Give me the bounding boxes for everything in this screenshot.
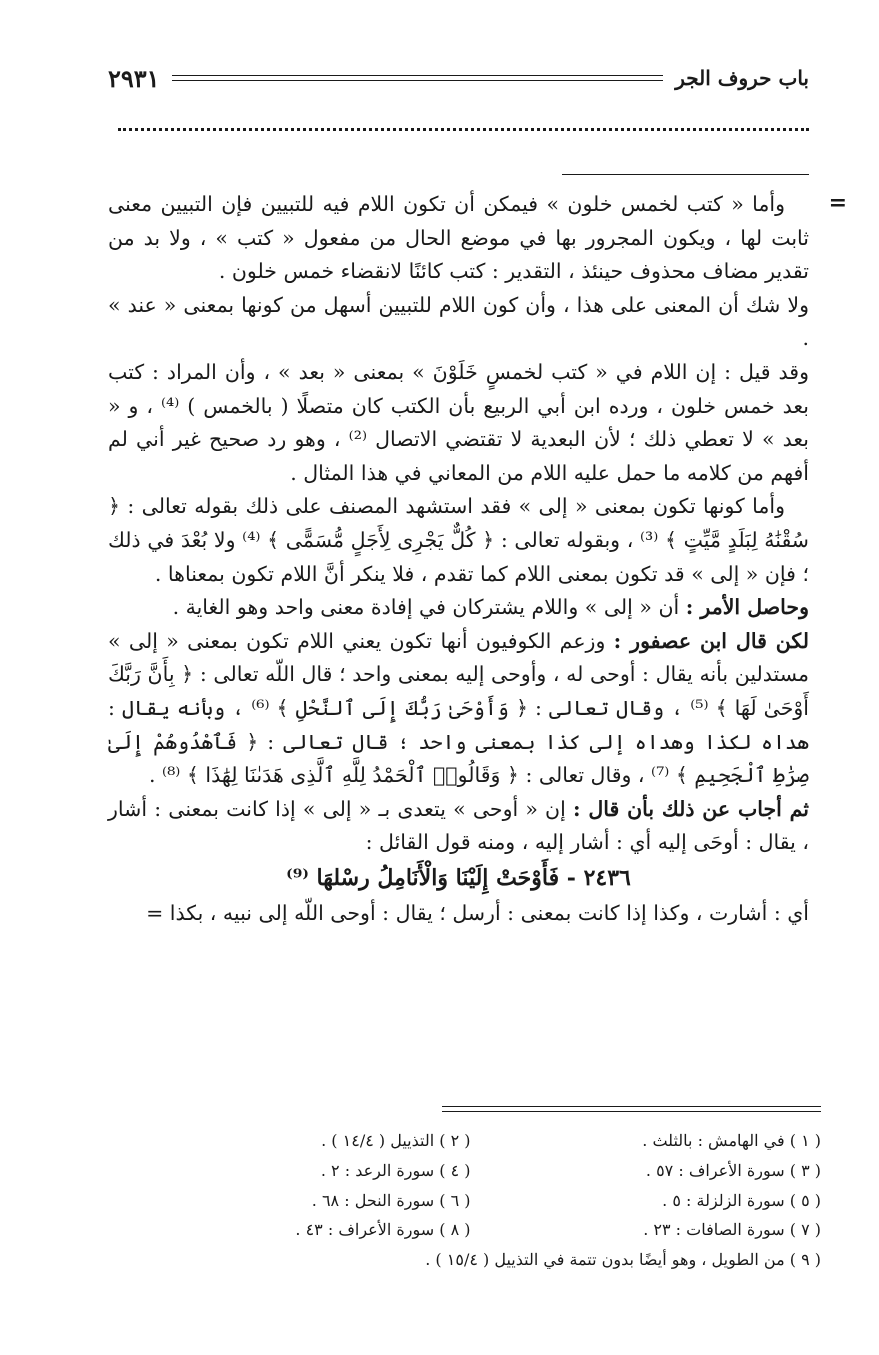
- footnote-4: ( ٤ ) سورة الرعد : ٢ .: [320, 1160, 471, 1180]
- continuation-mark: =: [828, 190, 847, 216]
- header-rule: [172, 75, 664, 81]
- paragraph-2: ولا شك أن المعنى على هذا ، وأن كون اللام للتبيين أسهل من كونها بمعنى « عند » .: [108, 292, 809, 351]
- footnote-3: ( ٣ ) سورة الأعراف : ٥٧ .: [645, 1160, 821, 1180]
- footnote-row: [120, 1126, 821, 1156]
- paragraph-6-lead: لكن قال ابن عصفور :: [613, 628, 809, 653]
- footnote-5: ( ٥ ) سورة الزلزلة : ٥ .: [662, 1190, 821, 1210]
- footnote-6: ( ٦ ) سورة النحل : ٦٨ .: [311, 1190, 471, 1210]
- paragraph-4: وأما كونها تكون بمعنى « إلى » فقد استشهد المصنف على ذلك بقوله تعالى : ﴿ سُقْنَٰهُ لِبَلَدٍ مَّيِّتٍ ﴾ ⁽³⁾ ، وبقوله تعالى : ﴿ كُلٌّ يَجْرِى لِأَجَلٍ مُّسَمًّى ﴾ ⁽⁴⁾ ولا بُعْدَ في ذلك ؛ فإن « إلى » قد تكون بمعنى اللام كما تقدم ، فلا ينكر أنَّ اللام تكون بمعناها .: [108, 494, 809, 586]
- paragraph-1: وأما « كتب لخمس خلون » فيمكن أن تكون اللام فيه للتبيين فإن التبيين معنى ثابت لها ، ويكون المجرور بها في موضع الحال من مفعول « كتب » ، ولا بد من تقدير مضاف محذوف حينئذ ، التقدير : كتب كائنًا لانقضاء خمس خلون .: [108, 192, 809, 284]
- paragraph-7-text: إن « أوحى » يتعدى بـ « إلى » إذا كانت بمعنى : أشار ، يقال : أوحَى إليه أي : أشار إليه ، ومنه قول القائل :: [108, 796, 809, 855]
- footnote-row: [120, 1156, 821, 1186]
- poetry-verse: ٢٤٣٦ - فَأَوْحَتْ إِلَيْنَا وَالْأَنَامِلُ رسْلهَا ⁽⁹⁾: [286, 864, 631, 891]
- paragraph-6: [108, 625, 809, 793]
- footnotes: [120, 1126, 821, 1275]
- paragraph-5-lead: وحاصل الأمر :: [685, 595, 809, 620]
- dotted-separator: [118, 128, 809, 131]
- footnote-9: ( ٩ ) من الطويل ، وهو أيضًا بدون تتمة في التذييل ( ١٥/٤ ) .: [425, 1250, 821, 1270]
- page-number: ٢٩٣١: [108, 63, 160, 93]
- footnote-rule: [442, 1106, 821, 1112]
- footnote-8: ( ٨ ) سورة الأعراف : ٤٣ .: [295, 1220, 471, 1240]
- running-header: [108, 62, 809, 94]
- footnote-row: [120, 1186, 821, 1216]
- paragraph-6-text: وزعم الكوفيون أنها تكون يعني اللام تكون بمعنى « إلى » مستدلين بأنه يقال : أوحى له ، وأوحى إليه بمعنى واحد ؛ قال اللّه تعالى : ﴿ بِأَنَّ رَبَّكَ أَوْحَىٰ لَهَا ﴾ ⁽⁵⁾ ، وقال تعالى : ﴿ وَأَوْحَىٰ رَبُّكَ إِلَى ٱلنَّحْلِ ﴾ ⁽⁶⁾ ، وبأنه يقال : هداه لكذا وهداه إلى كذا بمعنى واحد ؛ قال تعالى : ﴿ فَٱهْدُوهُمْ إِلَىٰ صِرَٰطِ ٱلْجَحِيمِ ﴾ ⁽⁷⁾ ، وقال تعالى : ﴿ وَقَالُوا۟ ٱلْحَمْدُ لِلَّهِ ٱلَّذِى هَدَىٰنَا لِهَٰذَا ﴾ ⁽⁸⁾ .: [108, 628, 809, 788]
- paragraph-7-lead: ثم أجاب عن ذلك بأن قال :: [572, 796, 809, 821]
- footnote-row: [120, 1215, 821, 1245]
- main-text: [108, 188, 809, 931]
- footnote-1: ( ١ ) في الهامش : بالثلث .: [642, 1131, 821, 1150]
- footnote-2: ( ٢ ) التذييل ( ١٤/٤ ) .: [321, 1131, 471, 1150]
- short-separator-rule: [562, 174, 809, 175]
- paragraph-8: أي : أشارت ، وكذا إذا كانت بمعنى : أرسل ؛ يقال : أوحى اللّه إلى نبيه ، بكذا =: [146, 901, 809, 926]
- paragraph-3: وقد قيل : إن اللام في « كتب لخمسٍ خَلَوْنَ » بمعنى « بعد » ، وأن المراد : كتب بعد خمس خلون ، ورده ابن أبي الربيع بأن الكتب كان متصلًا ( بالخمس ) ⁽⁴⁾ ، و « بعد » لا تعطي ذلك ؛ لأن البعدية لا تقتضي الاتصال ⁽²⁾ ، وهو رد صحيح غير أني لم أفهم من كلامه ما حمل عليه اللام من المعاني في هذا المثال .: [108, 359, 809, 485]
- paragraph-7: [108, 793, 809, 860]
- paragraph-5-text: أن « إلى » واللام يشتركان في إفادة معنى واحد وهو الغاية .: [172, 595, 686, 620]
- paragraph-5: [108, 591, 809, 625]
- chapter-title: باب حروف الجر: [675, 66, 809, 90]
- footnote-7: ( ٧ ) سورة الصافات : ٢٣ .: [643, 1220, 821, 1240]
